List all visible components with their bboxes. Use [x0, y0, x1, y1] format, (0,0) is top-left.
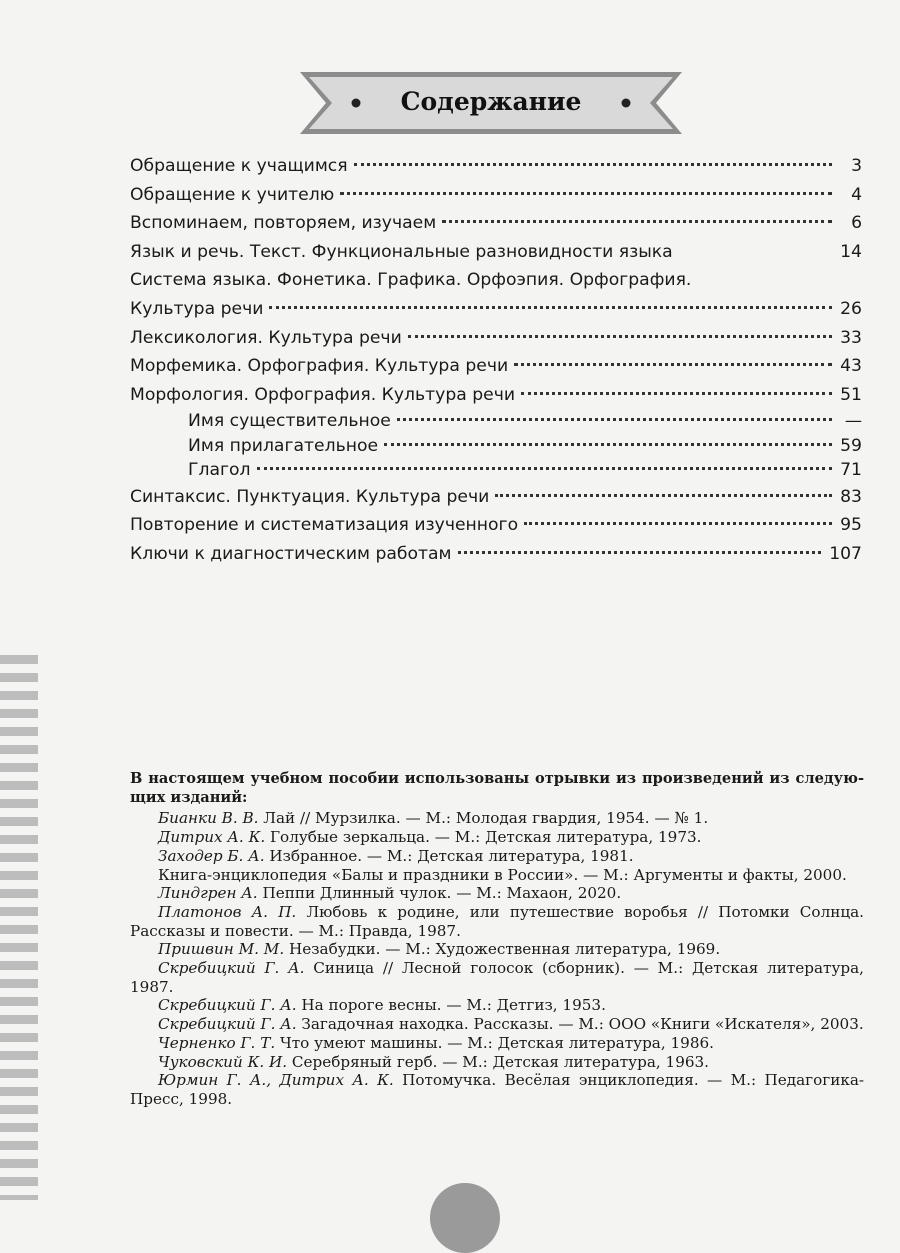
toc-page: 33	[840, 327, 862, 348]
toc-page: 71	[840, 460, 862, 481]
toc-title: Культура речи	[130, 298, 264, 319]
toc-page: 83	[840, 486, 862, 507]
source-item	[130, 959, 864, 996]
toc-row[interactable]	[130, 209, 862, 238]
source-author: Чуковский К. И.	[158, 1052, 288, 1071]
toc-leader	[354, 163, 832, 166]
source-text: Синица // Лесной голосок (сборник). — М.: Детская литература, 1987.	[130, 959, 864, 996]
toc-row[interactable]	[130, 238, 862, 267]
toc-leader	[524, 522, 832, 525]
toc-subrow[interactable]	[130, 458, 862, 483]
toc-page: 51	[840, 384, 862, 405]
toc-title: Обращение к учащимся	[130, 156, 348, 176]
source-text: Незабудки. — М.: Художественная литература, 1969.	[284, 940, 721, 959]
toc-page: 4	[851, 184, 862, 205]
toc-row[interactable]	[130, 181, 862, 210]
source-text: Любовь к родине, или путешествие воробья // Потомки Солнца. Рассказы и повести. — М.: Правда, 1987.	[130, 902, 864, 940]
toc-row[interactable]	[130, 324, 862, 353]
source-item	[130, 996, 864, 1015]
source-item	[130, 1015, 864, 1034]
toc-title: Повторение и систематизация изученного	[130, 515, 519, 536]
toc-page: 107	[829, 544, 862, 565]
toc-page: 14	[840, 241, 862, 262]
toc-leader	[514, 363, 832, 366]
toc-title: Лексикология. Культура речи	[130, 327, 402, 348]
source-item	[130, 1053, 864, 1072]
toc-page: —	[844, 411, 862, 432]
title-banner	[300, 72, 682, 134]
source-item	[130, 809, 864, 828]
source-author: Заходер Б. А.	[158, 846, 265, 865]
source-item	[130, 1034, 864, 1053]
source-author: Пришвин М. М.	[158, 940, 285, 959]
source-text: Потомучка. Весёлая энциклопедия. — М.: Педагогика-Пресс, 1998.	[130, 1071, 865, 1108]
toc-leader	[495, 494, 832, 497]
source-item	[130, 940, 864, 959]
toc-row[interactable]	[130, 266, 862, 295]
toc-page: 26	[840, 298, 862, 319]
source-item	[130, 828, 864, 847]
source-author: Дитрих А. К.	[158, 828, 266, 847]
source-item	[130, 847, 864, 866]
source-text: Голубые зеркальца. — М.: Детская литература, 1973.	[265, 828, 702, 847]
table-of-contents	[130, 152, 862, 569]
toc-row[interactable]	[130, 381, 862, 410]
toc-page: 59	[840, 435, 862, 456]
source-item	[130, 884, 864, 903]
source-text: Избранное. — М.: Детская литература, 1981.	[264, 846, 634, 865]
source-text: Серебряный герб. — М.: Детская литература, 1963.	[287, 1052, 710, 1071]
toc-page: 95	[840, 515, 862, 536]
toc-leader	[384, 443, 832, 446]
source-text: Лай // Мурзилка. — М.: Молодая гвардия, 1954. — № 1.	[258, 809, 709, 828]
source-text: Что умеют машины. — М.: Детская литература, 1986.	[275, 1033, 714, 1052]
source-author: Линдгрен А.	[158, 884, 258, 903]
toc-leader	[340, 192, 832, 195]
toc-leader	[257, 467, 832, 470]
toc-title: Вспоминаем, повторяем, изучаем	[130, 213, 437, 234]
source-text: Пеппи Длинный чулок. — М.: Махаон, 2020.	[257, 884, 622, 903]
toc-title: Синтаксис. Пунктуация. Культура речи	[130, 486, 490, 507]
source-item	[130, 1071, 864, 1108]
toc-row[interactable]	[130, 295, 862, 324]
source-author: Скребицкий Г. А.	[158, 1015, 297, 1034]
source-author: Черненко Г. Т.	[158, 1033, 276, 1052]
sources-section	[130, 770, 864, 1109]
page-title: Содержание	[400, 87, 582, 116]
toc-leader	[397, 418, 832, 421]
toc-leader	[442, 220, 832, 223]
toc-title: Морфемика. Орфография. Культура речи	[130, 356, 509, 377]
toc-row[interactable]	[130, 352, 862, 381]
toc-leader	[521, 392, 832, 395]
page-number-circle	[430, 1183, 500, 1253]
toc-title: Морфология. Орфография. Культура речи	[130, 384, 516, 405]
source-text: На пороге весны. — М.: Детгиз, 1953.	[296, 996, 606, 1015]
toc-row[interactable]	[130, 540, 862, 569]
toc-page: 3	[851, 156, 862, 176]
decorative-stripes	[0, 655, 38, 1200]
toc-title: Система языка. Фонетика. Графика. Орфоэпия. Орфография.	[130, 270, 692, 291]
toc-leader	[458, 551, 822, 554]
toc-leader	[408, 335, 832, 338]
toc-title: Ключи к диагностическим работам	[130, 544, 452, 565]
toc-title: Глагол	[188, 460, 251, 481]
toc-subrow[interactable]	[130, 409, 862, 434]
source-author: Скребицкий Г. А.	[158, 959, 305, 978]
source-item	[130, 866, 864, 885]
toc-row[interactable]	[130, 152, 862, 181]
toc-title: Язык и речь. Текст. Функциональные разновидности языка	[130, 241, 673, 262]
toc-page: 43	[840, 356, 862, 377]
source-author: Бианки В. В.	[158, 809, 259, 828]
toc-leader	[269, 306, 832, 309]
source-author: Платонов А. П.	[158, 902, 297, 921]
source-item	[130, 903, 864, 940]
toc-page: 6	[851, 213, 862, 234]
toc-row[interactable]	[130, 483, 862, 512]
source-text: Загадочная находка. Рассказы. — М.: ООО «Книги «Искателя», 2003.	[296, 1015, 864, 1034]
toc-row[interactable]	[130, 511, 862, 540]
toc-title: Имя прилагательное	[188, 435, 379, 456]
source-author: Юрмин Г. А., Дитрих А. К.	[158, 1071, 394, 1090]
source-author: Скребицкий Г. А.	[158, 996, 297, 1015]
toc-title: Имя существительное	[188, 411, 391, 432]
toc-subrow[interactable]	[130, 434, 862, 459]
sources-heading: В настоящем учебном пособии использованы отрывки из произведений из следую-щих изданий:	[130, 770, 864, 806]
toc-title: Обращение к учителю	[130, 184, 335, 205]
source-text: Книга-энциклопедия «Балы и праздники в России». — М.: Аргументы и факты, 2000.	[158, 865, 847, 884]
